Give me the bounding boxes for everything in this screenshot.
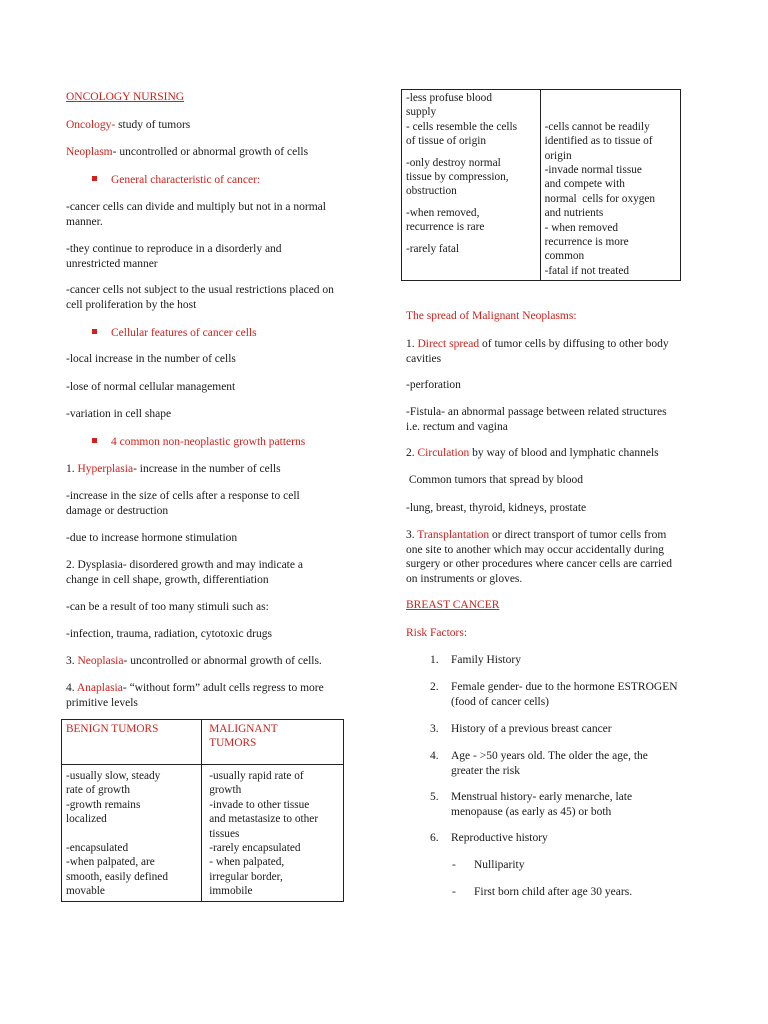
- table-row: [402, 90, 681, 281]
- list-item: 3.: [430, 723, 439, 735]
- hyperplasia-item-3: -due to increase hormone stimulation: [66, 532, 238, 544]
- table-row: [62, 765, 344, 902]
- bullet-general-characteristic: General characteristic of cancer:: [92, 173, 260, 188]
- risk-factors-heading: Risk Factors:: [406, 627, 468, 639]
- oncology-def: study of tumors: [115, 119, 191, 131]
- gc-item-3: -cancer cells not subject to the usual restrictions placed on cell proliferation by the host: [66, 284, 334, 311]
- organs-line: -lung, breast, thyroid, kidneys, prostate: [406, 502, 587, 514]
- risk-text: History of a previous breast cancer: [451, 723, 612, 735]
- table-header-malignant: MALIGNANT TUMORS: [202, 720, 344, 765]
- circulation-term: Circulation: [417, 447, 470, 459]
- oncology-definition: [66, 118, 190, 133]
- cf-item-2: -lose of normal cellular management: [66, 381, 236, 393]
- neoplasm-definition: [66, 145, 308, 160]
- anaplasia-line: 4. Anaplasia- “without form” adult cells regress to more primitive levels: [66, 682, 324, 709]
- table2-right-cell: -cells cannot be readily identified as to tissue of origin -invade normal tissue and compete with normal cells for oxygen and nutrients - when removed recurrence is more common -fatal if not treated: [540, 90, 680, 281]
- dysplasia-item-3: -infection, trauma, radiation, cytotoxic drugs: [66, 628, 272, 640]
- perforation-line: -perforation: [406, 379, 461, 391]
- page-title: ONCOLOGY NURSING: [66, 91, 185, 103]
- hyperplasia-item-2: -increase in the size of cells after a response to cell damage or destruction: [66, 490, 300, 517]
- risk-text: Menstrual history- early menarche, late menopause (as early as 45) or both: [451, 791, 633, 818]
- dysplasia-item-2: -can be a result of too many stimuli such as:: [66, 601, 269, 613]
- risk-text: Reproductive history: [451, 832, 548, 844]
- anaplasia-term: Anaplasia: [76, 682, 123, 694]
- list-item: 4.: [430, 750, 439, 762]
- dash-bullet: -: [452, 859, 456, 871]
- bullet-growth-patterns: 4 common non-neoplastic growth patterns: [92, 435, 305, 450]
- neoplasia-term: Neoplasia: [77, 655, 124, 667]
- hyperplasia-line: 1. Hyperplasia- increase in the number of cells: [66, 463, 281, 475]
- fistula-line: -Fistula- an abnormal passage between related structures i.e. rectum and vagina: [406, 406, 667, 433]
- hyperplasia-term: Hyperplasia: [77, 463, 134, 475]
- risk-text: Family History: [451, 654, 521, 666]
- list-item: 2.: [430, 681, 439, 693]
- neoplasm-term: Neoplasm: [66, 146, 113, 158]
- benign-cell: -usually slow, steady rate of growth -growth remains localized -encapsulated -when palpated, are smooth, easily defined movable: [62, 765, 202, 902]
- transplantation-line: 3. Transplantation or direct transport of tumor cells from one site to another which may occur accidentally during surgery or other procedures where cancer cells are carried on instruments or gloves.: [406, 529, 673, 585]
- risk-text: Age - >50 years old. The older the age, the greater the risk: [451, 750, 648, 777]
- spread-heading: The spread of Malignant Neoplasms:: [406, 310, 577, 322]
- direct-spread-line: 1. Direct spread of tumor cells by diffusing to other body cavities: [406, 338, 669, 365]
- square-bullet-icon: [92, 438, 97, 443]
- tumor-comparison-table-1: [61, 719, 344, 902]
- oncology-term: Oncology-: [66, 119, 116, 131]
- list-item: 6.: [430, 832, 439, 844]
- cf-item-1: -local increase in the number of cells: [66, 353, 236, 365]
- cf-item-3: -variation in cell shape: [66, 408, 172, 420]
- transplantation-term: Transplantation: [417, 529, 490, 541]
- list-item: 5.: [430, 791, 439, 803]
- neoplasm-def: - uncontrolled or abnormal growth of cells: [112, 146, 309, 158]
- gc-item-2: -they continue to reproduce in a disorderly and unrestricted manner: [66, 243, 282, 270]
- square-bullet-icon: [92, 176, 97, 181]
- square-bullet-icon: [92, 329, 97, 334]
- tumor-comparison-table-2: [401, 89, 681, 281]
- risk-text: Female gender- due to the hormone ESTROGEN (food of cancer cells): [451, 681, 678, 708]
- neoplasia-line: 3. Neoplasia- uncontrolled or abnormal growth of cells.: [66, 655, 322, 667]
- bullet-cellular-features: Cellular features of cancer cells: [92, 326, 257, 341]
- sub-item-nulliparity: Nulliparity: [474, 859, 525, 871]
- common-tumors-line: Common tumors that spread by blood: [406, 474, 583, 486]
- malignant-cell: -usually rapid rate of growth -invade to other tissue and metastasize to other tissues -rarely encapsulated - when palpated, irregular border, immobile: [202, 765, 344, 902]
- circulation-line: 2. Circulation by way of blood and lymphatic channels: [406, 447, 659, 459]
- direct-spread-term: Direct spread: [417, 338, 480, 350]
- list-item: 1.: [430, 654, 439, 666]
- breast-cancer-heading: BREAST CANCER: [406, 599, 500, 611]
- dysplasia-line: 2. Dysplasia- disordered growth and may indicate a change in cell shape, growth, differentiation: [66, 559, 303, 586]
- gc-item-1: -cancer cells can divide and multiply but not in a normal manner.: [66, 201, 326, 228]
- table2-left-cell: -less profuse blood supply - cells resemble the cells of tissue of origin -only destroy normal tissue by compression, obstruction -when removed, recurrence is rare -rarely fatal: [402, 90, 541, 281]
- dash-bullet: -: [452, 886, 456, 898]
- sub-item-first-born: First born child after age 30 years.: [474, 886, 633, 898]
- table-row: [62, 720, 344, 765]
- table-header-benign: BENIGN TUMORS: [62, 720, 202, 765]
